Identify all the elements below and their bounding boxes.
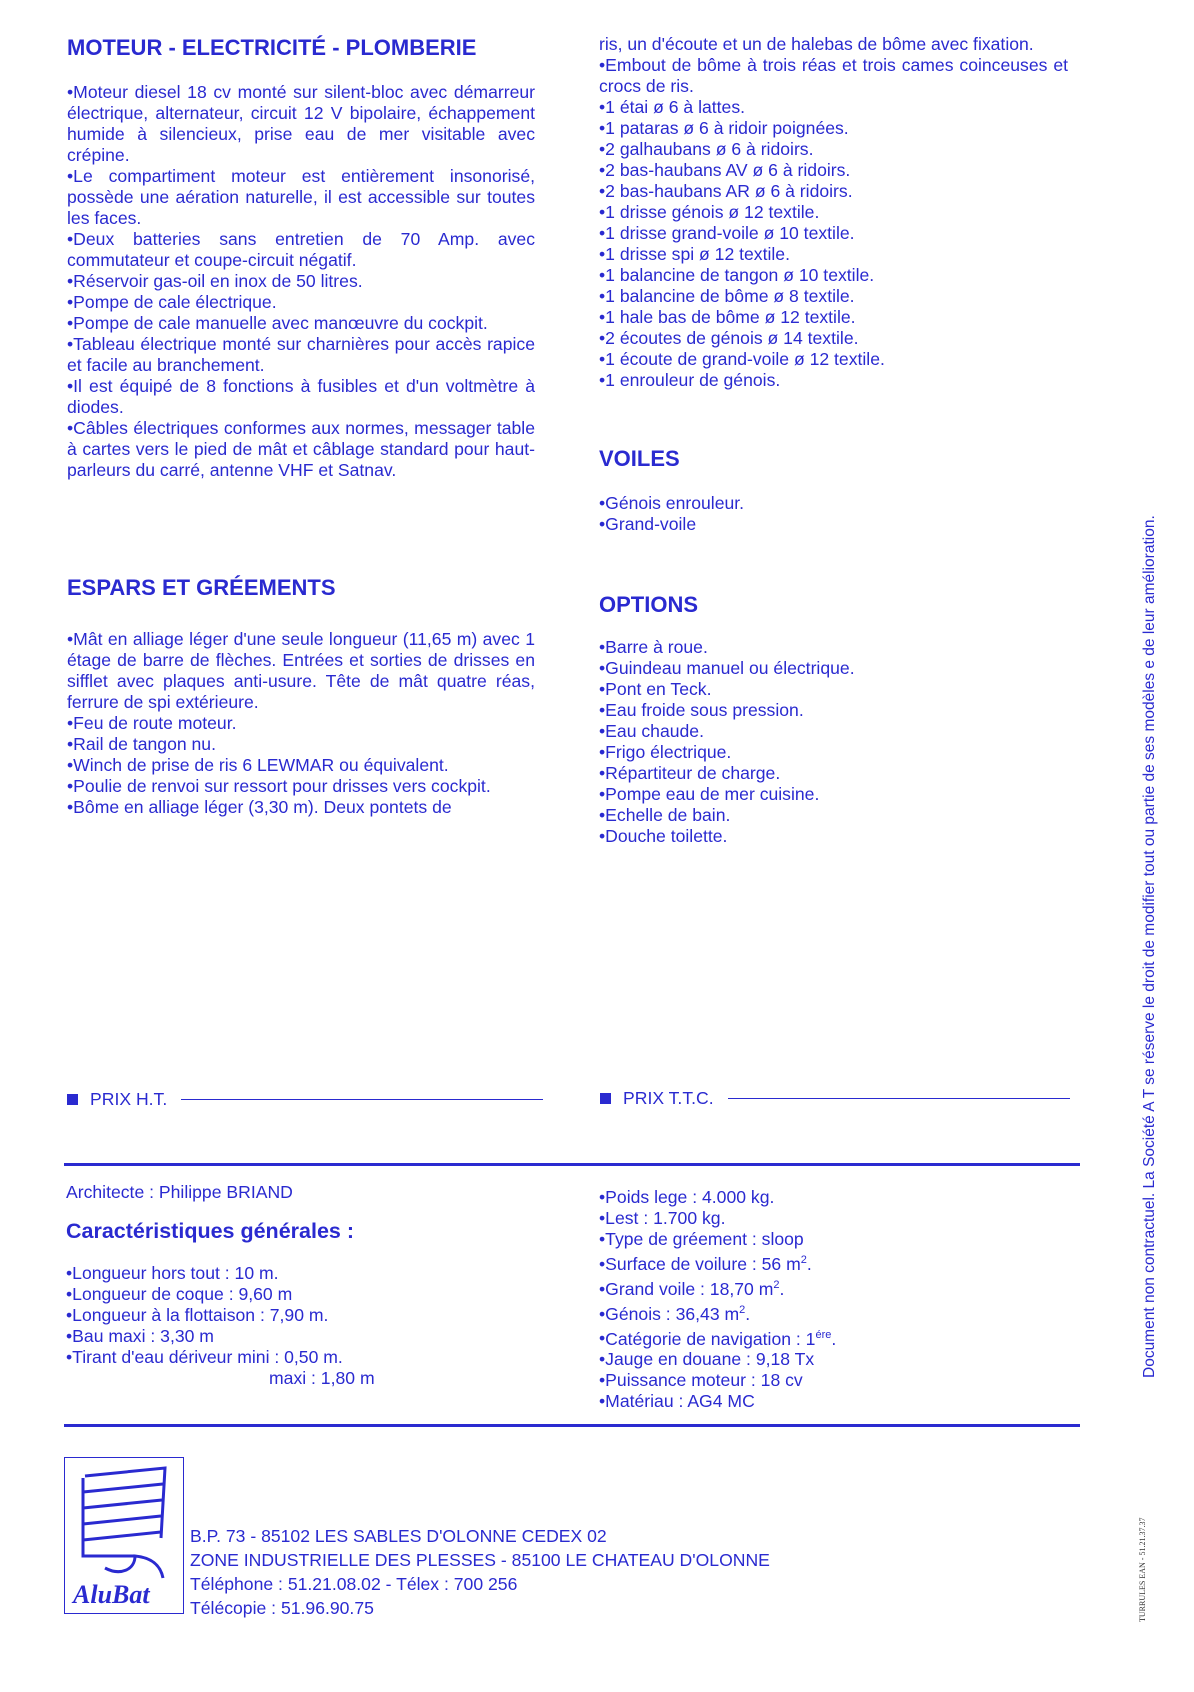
spec-item: • Longueur à la flottaison : 7,90 m.: [66, 1305, 536, 1326]
rigging-list: [599, 55, 1068, 391]
price-ht: [67, 1089, 543, 1110]
spec-item: • Bau maxi : 3,30 m: [66, 1326, 536, 1347]
spec-item: • Tirant d'eau dériveur mini : 0,50 m.: [66, 1347, 536, 1368]
option-item: • Pompe eau de mer cuisine.: [599, 784, 1068, 805]
rigging-item: • 1 drisse génois ø 12 textile.: [599, 202, 1068, 223]
rigging-item: • 2 bas-haubans AV ø 6 à ridoirs.: [599, 160, 1068, 181]
rigging-item: • 1 pataras ø 6 à ridoir poignées.: [599, 118, 1068, 139]
address-line2: ZONE INDUSTRIELLE DES PLESSES - 85100 LE CHATEAU D'OLONNE: [190, 1550, 770, 1570]
options-heading: OPTIONS: [599, 592, 699, 617]
price-ht-label: PRIX H.T.: [90, 1089, 168, 1109]
moteur-list: [67, 82, 535, 481]
rigging-item: • 1 balancine de tangon ø 10 textile.: [599, 265, 1068, 286]
espars-item: • Mât en alliage léger d'une seule longueur (11,65 m) avec 1 étage de barre de flèches. Entrées et sorties de drisses en sifflet avec plaques anti-usure. Tête de mât quatre réas, ferrure de spi extérieure.: [67, 629, 535, 713]
alubat-hull-icon: [65, 1458, 183, 1613]
moteur-item: • Moteur diesel 18 cv monté sur silent-bloc avec démarreur électrique, alternateur, circuit 12 V bipolaire, échappement humide à silencieux, prise eau de mer visitable avec crépine.: [67, 82, 535, 166]
rigging-item: • 2 bas-haubans AR ø 6 à ridoirs.: [599, 181, 1068, 202]
square-bullet-icon: [600, 1093, 611, 1104]
specs-right-list: [599, 1187, 1069, 1250]
moteur-item: • Le compartiment moteur est entièrement insonorisé, possède une aération naturelle, il est accessible sur toutes les faces.: [67, 166, 535, 229]
espars-item: • Rail de tangon nu.: [67, 734, 535, 755]
voiles-heading: VOILES: [599, 446, 680, 471]
espars-item: • Winch de prise de ris 6 LEWMAR ou équivalent.: [67, 755, 535, 776]
specs-left: [66, 1182, 536, 1389]
square-bullet-icon: [67, 1094, 78, 1105]
espars-item: • Feu de route moteur.: [67, 713, 535, 734]
voiles-section: [599, 445, 1068, 535]
disclaimer-sidebar: Document non contractuel. La Société A T se réserve le droit de modifier tout ou partie de ses modèles e de leur amélioration.: [1141, 515, 1158, 1378]
moteur-item: • Câbles électriques conformes aux normes, messager table à cartes vers le pied de mât et câblage standard pour haut-parleurs du carré, antenne VHF et Satnav.: [67, 418, 535, 481]
spec-item: • Jauge en douane : 9,18 Tx: [599, 1349, 1069, 1370]
espars-continuation: ris, un d'écoute et un de halebas de bôme avec fixation.: [599, 34, 1034, 54]
moteur-section: [67, 34, 535, 481]
option-item: • Frigo électrique.: [599, 742, 1068, 763]
specs-right: [599, 1187, 1069, 1412]
spec-grand-voile: • Grand voile : 18,70 $m^2$.: [599, 1275, 1069, 1300]
option-item: • Echelle de bain.: [599, 805, 1068, 826]
spec-item: • Longueur de coque : 9,60 m: [66, 1284, 536, 1305]
espars-list: [67, 629, 535, 818]
moteur-item: • Pompe de cale électrique.: [67, 292, 535, 313]
price-ttc-line: [728, 1098, 1070, 1099]
options-section: [599, 591, 1068, 847]
voiles-item: • Grand-voile: [599, 514, 1068, 535]
spec-surface: • Surface de voilure : 56 $m^2$.: [599, 1250, 1069, 1275]
spec-item: • Puissance moteur : 18 cv: [599, 1370, 1069, 1391]
rigging-item: • 2 galhaubans ø 6 à ridoirs.: [599, 139, 1068, 160]
divider-bottom: [64, 1424, 1080, 1427]
spec-categorie: • Catégorie de navigation : $1^{ére}$.: [599, 1325, 1069, 1350]
architect: Architecte : Philippe BRIAND: [66, 1182, 293, 1202]
rigging-item: • 2 écoutes de génois ø 14 textile.: [599, 328, 1068, 349]
voiles-item: • Génois enrouleur.: [599, 493, 1068, 514]
moteur-item: • Tableau électrique monté sur charnières pour accès rapice et facile au branchement.: [67, 334, 535, 376]
spec-item: • Lest : 1.700 kg.: [599, 1208, 1069, 1229]
price-ht-line: [181, 1099, 543, 1100]
option-item: • Répartiteur de charge.: [599, 763, 1068, 784]
price-ttc-label: PRIX T.T.C.: [623, 1088, 714, 1108]
moteur-item: • Deux batteries sans entretien de 70 Amp. avec commutateur et coupe-circuit négatif.: [67, 229, 535, 271]
draft-maxi: maxi : 1,80 m: [269, 1368, 375, 1388]
address-block: [190, 1524, 770, 1620]
price-ttc: [600, 1088, 1070, 1109]
tiny-print: TURRULES EAN - 51.21.37.37: [1138, 1517, 1147, 1622]
specs-left-list: [66, 1263, 536, 1368]
rigging-item: • 1 écoute de grand-voile ø 12 textile.: [599, 349, 1068, 370]
specs-right-tail-list: [599, 1349, 1069, 1412]
specs-right-sup-list: [599, 1250, 1069, 1349]
svg-text:AluBat: AluBat: [73, 1580, 150, 1609]
moteur-heading: MOTEUR - ELECTRICITÉ - PLOMBERIE: [67, 35, 477, 60]
espars-heading: ESPARS ET GRÉEMENTS: [67, 575, 336, 600]
moteur-item: • Il est équipé de 8 fonctions à fusibles et d'un voltmètre à diodes.: [67, 376, 535, 418]
rigging-item: • 1 enrouleur de génois.: [599, 370, 1068, 391]
espars-item: • Poulie de renvoi sur ressort pour drisses vers cockpit.: [67, 776, 535, 797]
spec-genois: • Génois : 36,43 $m^2$.: [599, 1300, 1069, 1325]
address-line1: B.P. 73 - 85102 LES SABLES D'OLONNE CEDEX 02: [190, 1526, 607, 1546]
option-item: • Douche toilette.: [599, 826, 1068, 847]
divider-top: [64, 1163, 1080, 1166]
spec-item: • Type de gréement : sloop: [599, 1229, 1069, 1250]
rigging-item: • 1 drisse grand-voile ø 10 textile.: [599, 223, 1068, 244]
moteur-item: • Pompe de cale manuelle avec manœuvre du cockpit.: [67, 313, 535, 334]
address-fax: Télécopie : 51.96.90.75: [190, 1598, 374, 1618]
rigging-item: • Embout de bôme à trois réas et trois cames coinceuses et crocs de ris.: [599, 55, 1068, 97]
voiles-list: [599, 493, 1068, 535]
rigging-item: • 1 drisse spi ø 12 textile.: [599, 244, 1068, 265]
right-top-section: [599, 34, 1068, 391]
option-item: • Barre à roue.: [599, 637, 1068, 658]
rigging-item: • 1 balancine de bôme ø 8 textile.: [599, 286, 1068, 307]
alubat-logo: [64, 1457, 184, 1614]
address-phone: Téléphone : 51.21.08.02 - Télex : 700 256: [190, 1574, 518, 1594]
options-list: [599, 637, 1068, 847]
spec-item: • Longueur hors tout : 10 m.: [66, 1263, 536, 1284]
option-item: • Eau chaude.: [599, 721, 1068, 742]
spec-item: • Poids lege : 4.000 kg.: [599, 1187, 1069, 1208]
spec-item: • Matériau : AG4 MC: [599, 1391, 1069, 1412]
espars-item: • Bôme en alliage léger (3,30 m). Deux pontets de: [67, 797, 535, 818]
option-item: • Eau froide sous pression.: [599, 700, 1068, 721]
specs-heading: Caractéristiques générales :: [66, 1219, 354, 1243]
option-item: • Pont en Teck.: [599, 679, 1068, 700]
espars-section: [67, 574, 535, 818]
moteur-item: • Réservoir gas-oil en inox de 50 litres.: [67, 271, 535, 292]
rigging-item: • 1 hale bas de bôme ø 12 textile.: [599, 307, 1068, 328]
rigging-item: • 1 étai ø 6 à lattes.: [599, 97, 1068, 118]
option-item: • Guindeau manuel ou électrique.: [599, 658, 1068, 679]
